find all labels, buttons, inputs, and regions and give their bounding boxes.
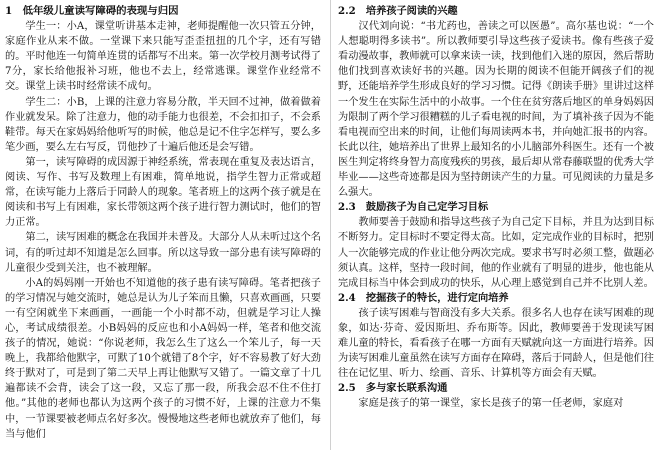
section-heading: 1 低年级儿童读写障碍的表现与归因 — [5, 5, 179, 17]
paragraph-student-two: 学生二：小B，上课的注意力容易分散，半天回不过神，做着做着作业就发呆。除了注意力，他的动手能力也很差，不会扣扣子，不会系鞋带。每天在家妈妈给他听写的时候，他总是记不住字怎样写，要么多笔少画，要么左右写反，罚他抄了十遍后他还是会写错。 — [5, 96, 321, 153]
subheading-2-5: 2.5 多与家长联系沟通 — [338, 382, 448, 395]
paragraph-parents: 小A的妈妈刚一开始也不知道他的孩子患有读写障碍。笔者把孩子的学习情况与她交流时，她总是认为儿子笨而且懒，只喜欢画画，只要一有空闲就坐下来画画，一画能一个小时都不动，但就是学习让人操心，考试成绩很差。小B妈妈的反应也和小A妈妈一样，笔者和他交流孩子的情况，她说：“你说老师，我怎么生了这么一个笨儿子，每一天晚上，我都给他默字，可默了10个就错了8个字，好不容易教了好大劲终于默对了，可是到了第二天早上再让他默写又错了。一篇文章了十几遍都读不会背，读会了这一段，又忘了那一段，所我会忍不住不住打他。”其他的老师也都认为这两个孩子的习惯不好，上课的注意力不集中，一节课要被老师点名好多次。慢慢地这些老师也就放弃了他们，每当与他们 — [5, 277, 321, 440]
subheading-2-2: 2.2 培养孩子阅读的兴趣 — [338, 5, 458, 17]
paragraph-reading-interest: 汉代刘向说：“书尤药也，善读之可以医愚”。高尔基也说：“一个人想聪明得多读书”。所以教师要引导这些孩子爱读书。像有些孩子爱看动漫故事，教师就可以拿来读一读，找到他们入迷的原因，然后帮助他们找到喜欢读好书的兴趣。因为长期的阅读不但能开阔孩子们的视野，还能培养学生形成良好的学习习惯。记得《朗读手册》里讲过这样一个发生在实际生活中的小故事。一个住在贫穷落后地区的单身妈妈因为限制了两个学习很糟糕的儿子看电视的时间，为了填补孩子因为不能看电视而空出来的时间，让他们每周读两本书，并向她汇报书的内容。长此以往，她培养出了世界上最知名的小儿脑部外科医生。还有一个被医生判定将终身智力高度残疾的男孩，最后却从常春藤联盟的优秀大学毕业——这些奇迹都是因为坚持朗读产生的力量。可见阅读的力量是多么强大。 — [338, 21, 654, 199]
paragraph-talents: 孩子读写困难与智商没有多大关系。很多名人也存在读写困难的现象，如达·芬奇、爱因斯坦、乔布斯等。因此，教师要善于发现读写困难儿童的特长，看看孩子在哪一方面有天赋就向这一方面进行培养。因为读写困难儿童虽然在读写方面存在障碍，落后于同龄人，但是他们往往在记忆里、听力、绘画、音乐、计算机等方面会有天赋。 — [338, 307, 654, 380]
paragraph-family: 家庭是孩子的第一课堂，家长是孩子的第一任老师，家庭对 — [358, 398, 624, 410]
subheading-2-3: 2.3 鼓励孩子为自己定学习目标 — [338, 201, 489, 214]
column-divider — [330, 0, 331, 450]
paragraph-second-cause: 第二，读写困难的概念在我国并未普及。大部分人从未听过这个名词，有的听过却不知道是怎么回事。所以这导致一部分患有读写障碍的儿童很少受到关注，也不被理解。 — [5, 232, 321, 274]
paragraph-first-cause: 第一，读写障碍的成因源于神经系统，常表现在重复及表达语言，阅读、写作、书写及数理上有困难，简单地说，指学生智力正常或超常，在读写能力上落后于同龄人的现象。笔者班上的这两个孩子就是在阅读和书写上有困难，家长带领这两个孩子进行智力测试时，他们的智力正常。 — [5, 156, 321, 229]
right-column — [338, 4, 654, 412]
paragraph-student-one: 学生一：小A，课堂听讲基本走神，老师提醒他一次只管五分钟，家庭作业从来不做。一堂课下来只能写歪歪扭扭的几个字，还有写错的。平时他连一句简单连贯的话都写不出来。第一次学校月测考试得了7分，家长给他报补习班，他也不去上，经常逃课。课堂作业经常不交。课堂上读书时经常读不成句。 — [5, 21, 321, 93]
left-column — [5, 4, 321, 442]
paragraph-learning-goals: 教师要善于鼓励和指导这些孩子为自己定下目标，并且为达到目标不断努力。定目标时不要定得太高。比如，定完成作业的目标时，把别人一次能够完成的作业让他分两次完成。要求书写时必须工整，做题必须认真。这样，坚持一段时间，他的作业就有了明显的进步，他也能从完成目标当中体会到成功的快乐，从心理上感觉到自己并不比别人差。 — [338, 217, 654, 289]
subheading-2-4: 2.4 挖掘孩子的特长，进行定向培养 — [338, 291, 509, 304]
